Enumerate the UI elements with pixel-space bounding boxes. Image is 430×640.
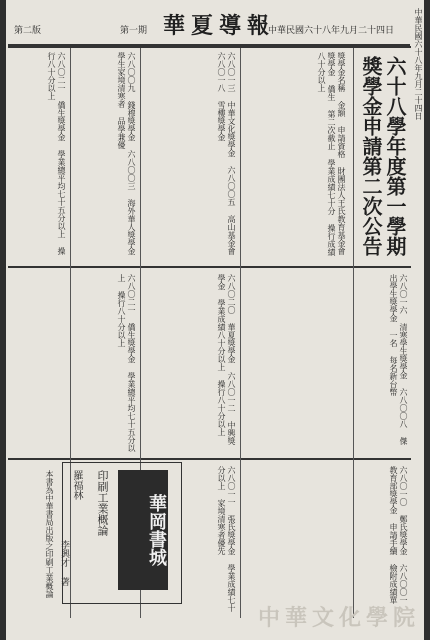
newspaper-title: 華夏導報 xyxy=(163,13,276,39)
scan-border-left xyxy=(0,0,6,640)
section-divider xyxy=(8,458,411,460)
book-review-text: 本書為中華書局出版之印刷工業概論 xyxy=(45,470,54,598)
masthead xyxy=(8,6,410,46)
scholarship-list-lower-right: 六八〇一〇 鄭氏獎學金 六八〇〇一 教育部獎學金 申請手續 檢附成績單 xyxy=(389,466,408,604)
scholarship-table-middle: 六八〇一三 中華文化獎學金 六八〇〇五 高山基金會 六八〇一八 雪樓獎學金 xyxy=(217,52,236,255)
scholarship-table-far-left: 六八〇二一 僑生獎學金 學業總平均七十五分以上 操行八十分以上 xyxy=(47,52,66,255)
scholarship-table-right: 獎學金名稱 金額 申請資格 財團法人王氏教育基金會獎學金 僑生 第二次截止 學業成績七十分 操行成績八十分以上 xyxy=(317,52,346,256)
scan-border-right xyxy=(424,0,430,640)
issue-number: 第一期 xyxy=(120,26,148,36)
main-headline: 六十八學年度第一學期獎學金申請第二次公告 xyxy=(359,56,407,256)
column-rule xyxy=(240,48,241,618)
scholarship-list-middle: 六八〇二〇 華夏獎學金 六八〇一二 中興獎學金 學業成績八十分以上 操行八十分以上 xyxy=(217,274,236,445)
page-number: 第二版 xyxy=(14,26,42,36)
scholarship-list-left: 六八〇二一 僑生獎學金 學業總平均七十五分以上 操行八十分以上 xyxy=(117,274,136,452)
scholarship-list-lower-middle: 六八〇一一 張氏獎學金 學業成績七十分以上 家境清寒者優先 xyxy=(217,466,236,612)
book-author-second: 李興才 著 xyxy=(59,540,69,586)
scholarship-table-left: 六八〇〇九 錢穆獎學金 六八〇〇三 海外華人獎學金 學生家境清寒者 品學兼優 xyxy=(117,52,136,255)
section-divider xyxy=(8,266,411,268)
book-column-title: 華岡書城 xyxy=(118,470,168,590)
book-title: 印刷工業概論 xyxy=(96,470,109,536)
publication-date: 中華民國六十八年九月二十四日 xyxy=(268,26,395,36)
watermark-stamp: 中華文化學院 xyxy=(257,605,420,631)
date-side-strip: 中華民國六十八年九月二十四日 xyxy=(414,8,423,120)
book-author: 羅福林 xyxy=(71,470,82,500)
scholarship-list-right: 六八〇一六 清寒學生獎學金 六八〇〇八 傑出學生獎學金 一名 每名新台幣 xyxy=(389,274,408,445)
